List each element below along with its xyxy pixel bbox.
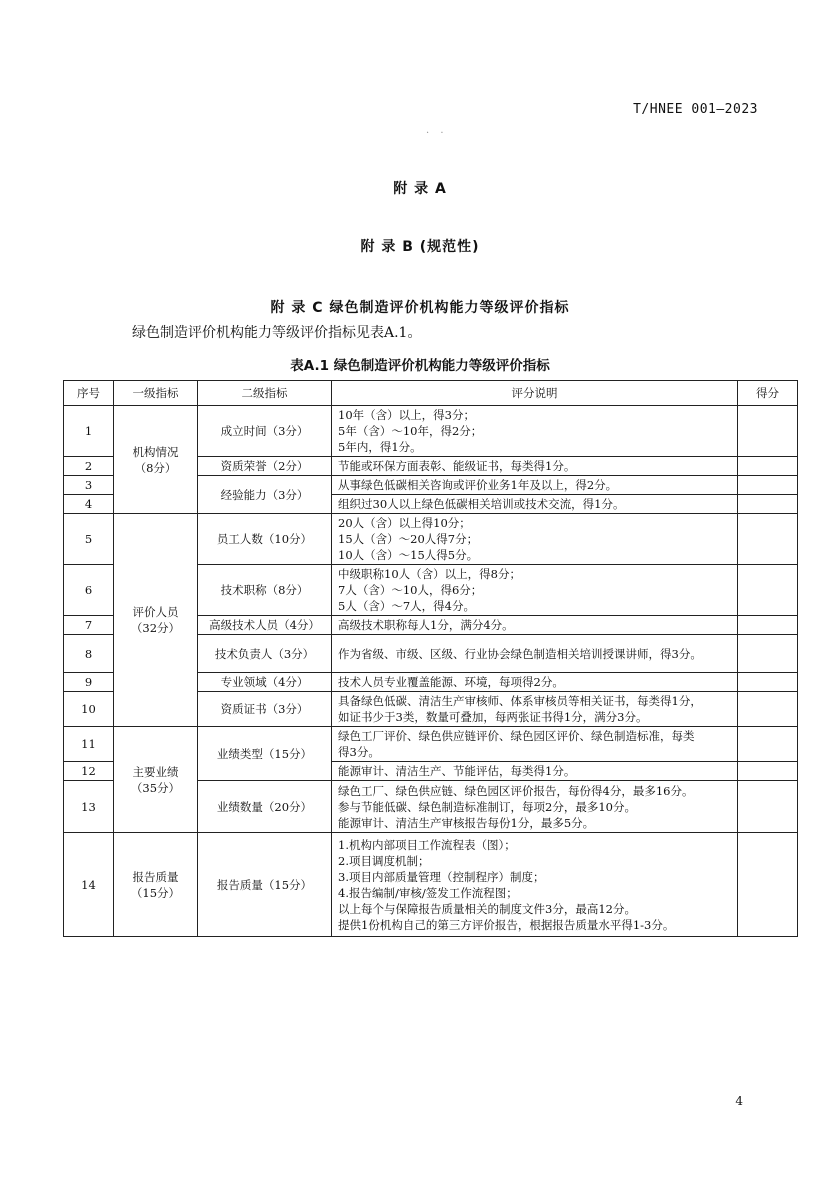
level2-indicator: 报告质量（15分） [198, 833, 332, 937]
scoring-description: 组织过30人以上绿色低碳相关培训或技术交流，得1分。 [332, 495, 738, 514]
row-number: 1 [64, 406, 114, 457]
table-body [64, 406, 798, 937]
row-number: 12 [64, 762, 114, 781]
score-cell[interactable] [738, 673, 798, 692]
score-cell[interactable] [738, 514, 798, 565]
scoring-description: 20人（含）以上得10分； 15人（含）～20人得7分； 10人（含）～15人得5分。 [332, 514, 738, 565]
score-cell[interactable] [738, 833, 798, 937]
row-number: 14 [64, 833, 114, 937]
scoring-description: 10年（含）以上，得3分； 5年（含）～10年，得2分； 5年内，得1分。 [332, 406, 738, 457]
row-number: 5 [64, 514, 114, 565]
score-cell[interactable] [738, 406, 798, 457]
table-row [64, 833, 798, 937]
row-number: 10 [64, 692, 114, 727]
level1-indicator: 主要业绩 （35分） [114, 727, 198, 833]
level1-indicator: 评价人员 （32分） [114, 514, 198, 727]
score-cell[interactable] [738, 476, 798, 495]
row-number: 6 [64, 565, 114, 616]
appendix-a-heading: 附 录 A [393, 181, 447, 197]
intro-paragraph: 绿色制造评价机构能力等级评价指标见表A.1。 [132, 325, 422, 341]
scoring-description: 具备绿色低碳、清洁生产审核师、体系审核员等相关证书，每类得1分， 如证书少于3类，数量可叠加，每两张证书得1分，满分3分。 [332, 692, 738, 727]
header-score: 得分 [738, 381, 798, 406]
level1-indicator: 报告质量 （15分） [114, 833, 198, 937]
scoring-description: 绿色工厂评价、绿色供应链评价、绿色园区评价、绿色制造标准，每类 得3分。 [332, 727, 738, 762]
level2-indicator: 高级技术人员（4分） [198, 616, 332, 635]
table-title: 表A.1 绿色制造评价机构能力等级评价指标 [290, 358, 550, 374]
score-cell[interactable] [738, 565, 798, 616]
level2-indicator: 专业领域（4分） [198, 673, 332, 692]
level2-indicator: 经验能力（3分） [198, 476, 332, 514]
level2-indicator: 资质荣誉（2分） [198, 457, 332, 476]
table-row [64, 727, 798, 762]
row-number: 4 [64, 495, 114, 514]
header-no: 序号 [64, 381, 114, 406]
appendix-b-heading: 附 录 B (规范性) [360, 239, 480, 255]
scoring-description: 绿色工厂、绿色供应链、绿色园区评价报告，每份得4分，最多16分。 参与节能低碳、绿色制造标准制订，每项2分，最多10分。 能源审计、清洁生产审核报告每份1分，最多5分。 [332, 781, 738, 833]
row-number: 7 [64, 616, 114, 635]
row-number: 13 [64, 781, 114, 833]
header-level1: 一级指标 [114, 381, 198, 406]
scoring-description: 技术人员专业覆盖能源、环境，每项得2分。 [332, 673, 738, 692]
document-id: T/HNEE 001—2023 [633, 102, 758, 117]
scoring-description: 作为省级、市级、区级、行业协会绿色制造相关培训授课讲师，得3分。 [332, 635, 738, 673]
level2-indicator: 技术职称（8分） [198, 565, 332, 616]
score-cell[interactable] [738, 616, 798, 635]
scoring-description: 从事绿色低碳相关咨询或评价业务1年及以上，得2分。 [332, 476, 738, 495]
row-number: 3 [64, 476, 114, 495]
scoring-description: 1.机构内部项目工作流程表（图）； 2.项目调度机制； 3.项目内部质量管理（控制程序）制度； 4.报告编制/审核/签发工作流程图； 以上每个与保障报告质量相关的制度文件3分，最高12分。 提供1份机构自己的第三方评价报告，根据报告质量水平得1-3分。 [332, 833, 738, 937]
level2-indicator: 员工人数（10分） [198, 514, 332, 565]
row-number: 11 [64, 727, 114, 762]
level1-indicator: 机构情况 （8分） [114, 406, 198, 514]
header-level2: 二级指标 [198, 381, 332, 406]
table-header-row [64, 381, 798, 406]
level2-indicator: 业绩类型（15分） [198, 727, 332, 781]
score-cell[interactable] [738, 781, 798, 833]
scoring-description: 中级职称10人（含）以上，得8分； 7人（含）～10人，得6分； 5人（含）～7人，得4分。 [332, 565, 738, 616]
score-cell[interactable] [738, 457, 798, 476]
table-row [64, 406, 798, 457]
row-number: 8 [64, 635, 114, 673]
header-description: 评分说明 [332, 381, 738, 406]
level2-indicator: 成立时间（3分） [198, 406, 332, 457]
scoring-description: 节能或环保方面表彰、能级证书，每类得1分。 [332, 457, 738, 476]
level2-indicator: 业绩数量（20分） [198, 781, 332, 833]
score-cell[interactable] [738, 762, 798, 781]
scoring-description: 高级技术职称每人1分，满分4分。 [332, 616, 738, 635]
appendix-c-heading: 附 录 C 绿色制造评价机构能力等级评价指标 [270, 300, 570, 316]
score-cell[interactable] [738, 635, 798, 673]
score-cell[interactable] [738, 692, 798, 727]
scoring-description: 能源审计、清洁生产、节能评估，每类得1分。 [332, 762, 738, 781]
row-number: 9 [64, 673, 114, 692]
level2-indicator: 技术负责人（3分） [198, 635, 332, 673]
score-cell[interactable] [738, 727, 798, 762]
table-row [64, 514, 798, 565]
decorative-dots: · · [426, 128, 448, 139]
evaluation-table [63, 380, 798, 937]
score-cell[interactable] [738, 495, 798, 514]
row-number: 2 [64, 457, 114, 476]
level2-indicator: 资质证书（3分） [198, 692, 332, 727]
page-number: 4 [735, 1094, 743, 1108]
